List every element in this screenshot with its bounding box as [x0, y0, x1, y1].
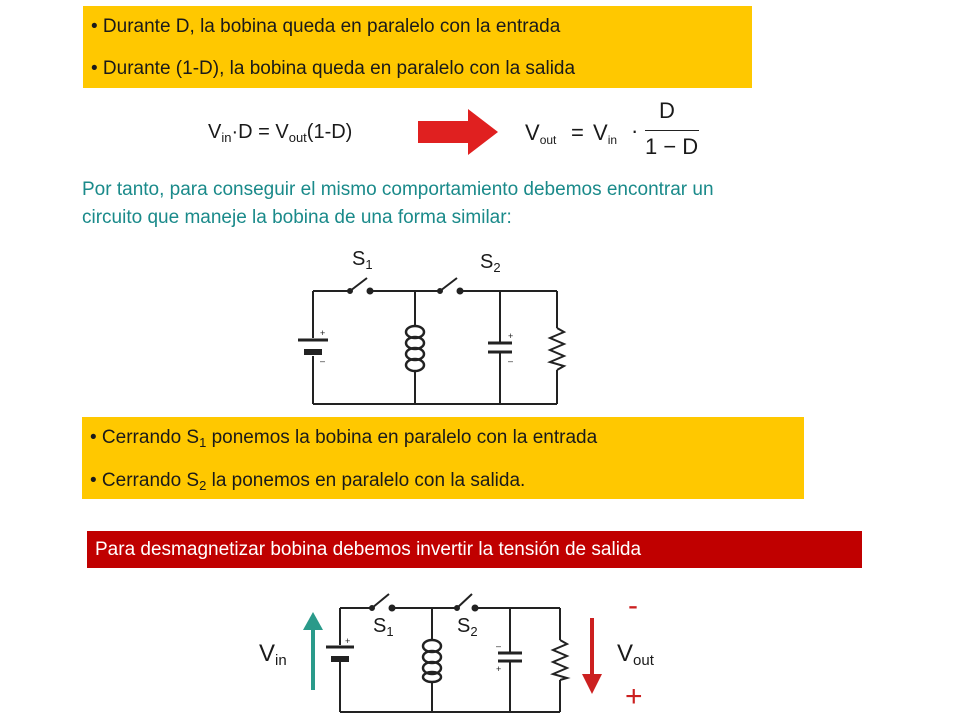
svg-text:+: + [345, 636, 351, 646]
switch-s2-2-label: $S_2$ [457, 615, 478, 639]
svg-text:+: + [496, 664, 502, 674]
vin-label: $V_{in}$ [259, 640, 287, 669]
bullet-cerrando-s1: • Cerrando $S_1$ ponemos la bobina en paralelo con la entrada [90, 427, 598, 450]
svg-text:+: + [320, 328, 326, 338]
switch-s1-2-label: $S_1$ [373, 615, 394, 639]
svg-text:+: + [508, 331, 514, 341]
banner-text: Para desmagnetizar bobina debemos invertir la tensión de salida [95, 539, 642, 560]
vout-label: $V_{out}$ [617, 640, 654, 669]
bullet-durante-1-d: • Durante (1-D), la bobina queda en paralelo con la salida [91, 58, 576, 79]
vin-arrow-icon [303, 612, 323, 690]
switch-s1-label: $S_1$ [352, 248, 373, 272]
vout-minus-sign: - [628, 589, 638, 622]
switch-s2-2-icon [455, 594, 478, 611]
svg-text:–: – [508, 356, 514, 366]
load-resistor-2-icon [553, 640, 567, 680]
equation-lhs: $V_{in}\cdot D = V_{out}(1-D)$ [208, 121, 353, 145]
paragraph-line-2: circuito que maneje la bobina de una forma similar: [82, 207, 512, 228]
switch-s1-2-icon [370, 594, 395, 611]
vout-arrow-icon [582, 618, 602, 694]
bullet-cerrando-s2: • Cerrando $S_2$ la ponemos en paralelo con la salida. [90, 470, 526, 493]
vout-plus-sign: + [625, 680, 643, 713]
bullet-durante-d: • Durante D, la bobina queda en paralelo con la entrada [91, 16, 561, 37]
switch-s2-label: $S_2$ [480, 251, 501, 275]
inductor-coil-2-icon [423, 640, 441, 682]
paragraph-line-1: Por tanto, para conseguir el mismo comportamiento debemos encontrar un [82, 179, 714, 200]
svg-text:–: – [496, 641, 502, 651]
svg-text:–: – [320, 356, 326, 366]
